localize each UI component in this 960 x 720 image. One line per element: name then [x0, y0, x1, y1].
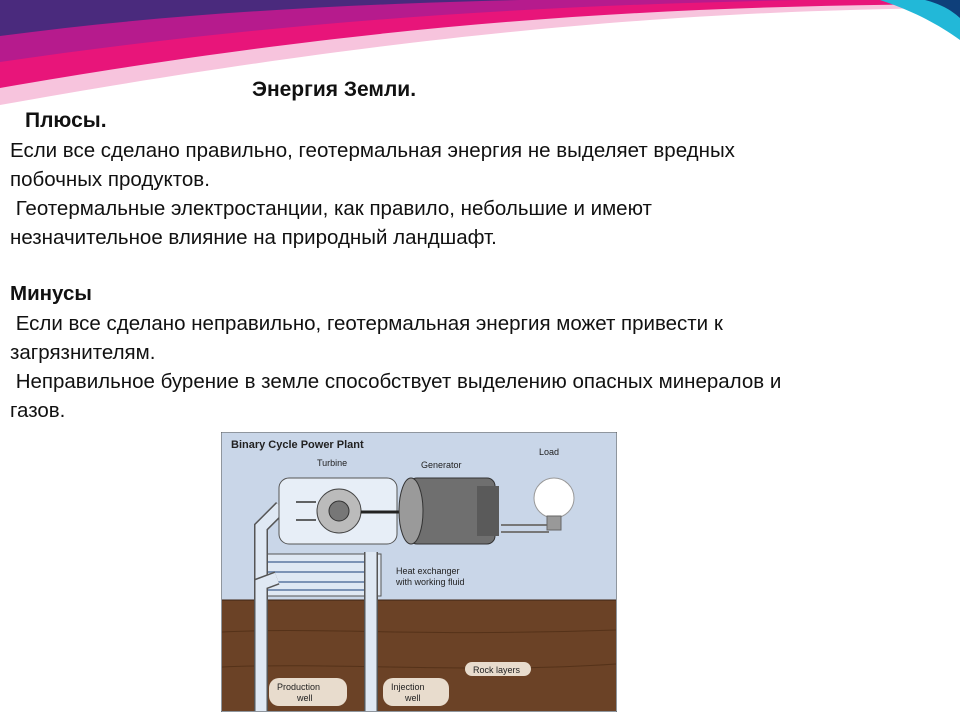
cons-heading: Минусы — [10, 282, 92, 305]
cons-line-4: газов. — [10, 399, 66, 422]
production-well-label-2: well — [297, 693, 313, 703]
generator-label: Generator — [421, 460, 462, 470]
production-well-label-1: Production — [277, 682, 321, 692]
heat-exchanger-label-1: Heat exchanger — [396, 566, 460, 576]
header-stripes-decoration — [0, 0, 960, 130]
diagram-title: Binary Cycle Power Plant — [231, 439, 364, 451]
pros-heading: Плюсы. — [25, 109, 107, 132]
load-label: Load — [539, 447, 560, 457]
heat-exchanger-label-2: with working fluid — [396, 577, 465, 587]
pros-line-3: Геотермальные электростанции, как правило, небольшие и имеют — [10, 197, 652, 220]
heat-exchanger-icon — [259, 554, 381, 596]
pros-line-4: незначительное влияние на природный ландшафт. — [10, 226, 497, 249]
injection-well-label-2: well — [405, 693, 421, 703]
cons-line-2: загрязнителям. — [10, 341, 156, 364]
rock-layers-label: Rock layers — [473, 665, 521, 675]
slide-title: Энергия Земли. — [252, 78, 417, 101]
turbine-label: Turbine — [317, 458, 348, 468]
cons-line-3: Неправильное бурение в земле способствует выделению опасных минералов и — [10, 370, 782, 393]
pros-line-2: побочных продуктов. — [10, 168, 210, 191]
generator-icon — [399, 478, 499, 544]
injection-well-label-1: Injection — [391, 682, 425, 692]
cons-line-1: Если все сделано неправильно, геотермальная энергия может привести к — [10, 312, 723, 335]
binary-cycle-diagram — [221, 432, 617, 712]
pros-line-1: Если все сделано правильно, геотермальная энергия не выделяет вредных — [10, 139, 735, 162]
